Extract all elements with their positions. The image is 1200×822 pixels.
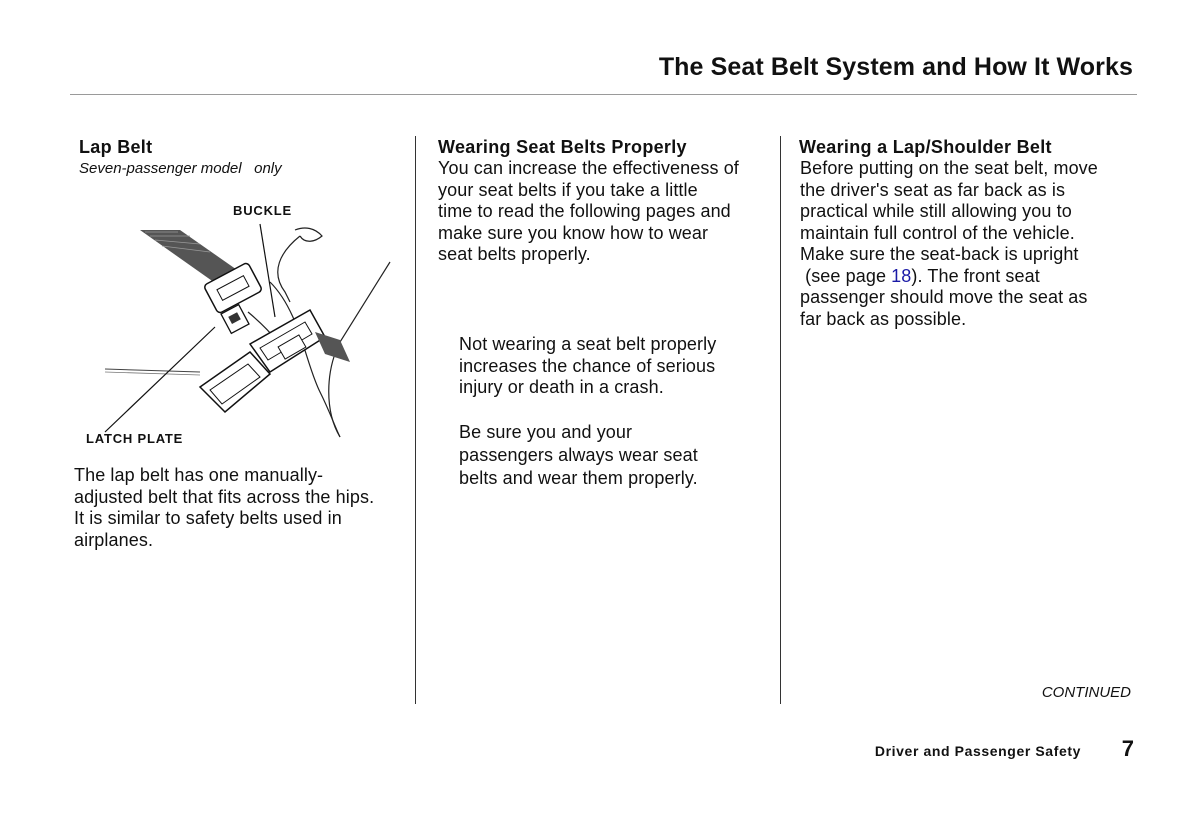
warning-message-2 bbox=[459, 421, 698, 490]
lap-belt-body-line: The lap belt has one manually- bbox=[74, 465, 324, 485]
column-divider-left bbox=[415, 136, 416, 704]
lap-belt-body bbox=[74, 465, 374, 551]
wearing-properly-line: your seat belts if you take a little bbox=[438, 179, 698, 200]
lap-belt-body-line: airplanes. bbox=[74, 529, 154, 550]
page-18-link[interactable]: 18 bbox=[891, 265, 912, 286]
warning-line: injury or death in a crash. bbox=[459, 377, 664, 397]
lap-shoulder-line-pre: (see page bbox=[800, 265, 892, 286]
wearing-properly-line: time to read the following pages and bbox=[438, 201, 731, 221]
lap-shoulder-line: maintain full control of the vehicle. bbox=[800, 222, 1075, 243]
page-title: The Seat Belt System and How It Works bbox=[658, 53, 1133, 81]
wearing-properly-body bbox=[438, 158, 739, 266]
column-divider-right bbox=[780, 136, 781, 704]
wearing-properly-line: make sure you know how to wear bbox=[438, 222, 709, 243]
lap-shoulder-line: passenger should move the seat as bbox=[800, 287, 1088, 307]
lap-shoulder-line-post: ). The front seat bbox=[911, 265, 1040, 286]
lap-shoulder-line: the driver's seat as far back as is bbox=[800, 179, 1066, 200]
lap-belt-buckle-illustration bbox=[100, 222, 400, 442]
lap-shoulder-heading: Wearing a Lap/Shoulder Belt bbox=[799, 137, 1052, 157]
warning-line: Not wearing a seat belt properly bbox=[459, 334, 717, 354]
wearing-properly-heading: Wearing Seat Belts Properly bbox=[438, 137, 687, 157]
wearing-properly-line: seat belts properly. bbox=[438, 244, 591, 264]
buckle-label: BUCKLE bbox=[233, 203, 292, 218]
belt-strap-bottom-icon bbox=[105, 352, 270, 412]
warning-line: increases the chance of serious bbox=[459, 355, 716, 376]
lap-belt-body-line: adjusted belt that fits across the hips. bbox=[74, 486, 375, 507]
warning-line: belts and wear them properly. bbox=[459, 468, 698, 488]
continued-note: CONTINUED bbox=[1041, 684, 1131, 701]
lap-shoulder-line: practical while still allowing you to bbox=[800, 201, 1072, 221]
lap-belt-heading: Lap Belt bbox=[79, 137, 153, 157]
lap-shoulder-line: Make sure the seat-back is upright bbox=[800, 244, 1079, 264]
warning-line: passengers always wear seat bbox=[459, 445, 698, 465]
lap-shoulder-line: far back as possible. bbox=[800, 308, 967, 329]
lap-belt-body-line: It is similar to safety belts used in bbox=[74, 508, 342, 528]
footer-section-title: Driver and Passenger Safety bbox=[874, 743, 1081, 759]
page-number: 7 bbox=[1121, 736, 1134, 761]
lap-belt-subnote: Seven-passenger model only bbox=[79, 160, 282, 177]
warning-line: Be sure you and your bbox=[459, 422, 633, 442]
warning-message-1 bbox=[459, 334, 716, 399]
lap-shoulder-line: Before putting on the seat belt, move bbox=[800, 158, 1098, 178]
buckle-icon bbox=[250, 310, 350, 372]
latch-plate-label: LATCH PLATE bbox=[86, 431, 184, 446]
lap-shoulder-body bbox=[800, 158, 1098, 330]
wearing-properly-line: You can increase the effectiveness of bbox=[438, 158, 739, 178]
title-rule bbox=[70, 94, 1137, 95]
